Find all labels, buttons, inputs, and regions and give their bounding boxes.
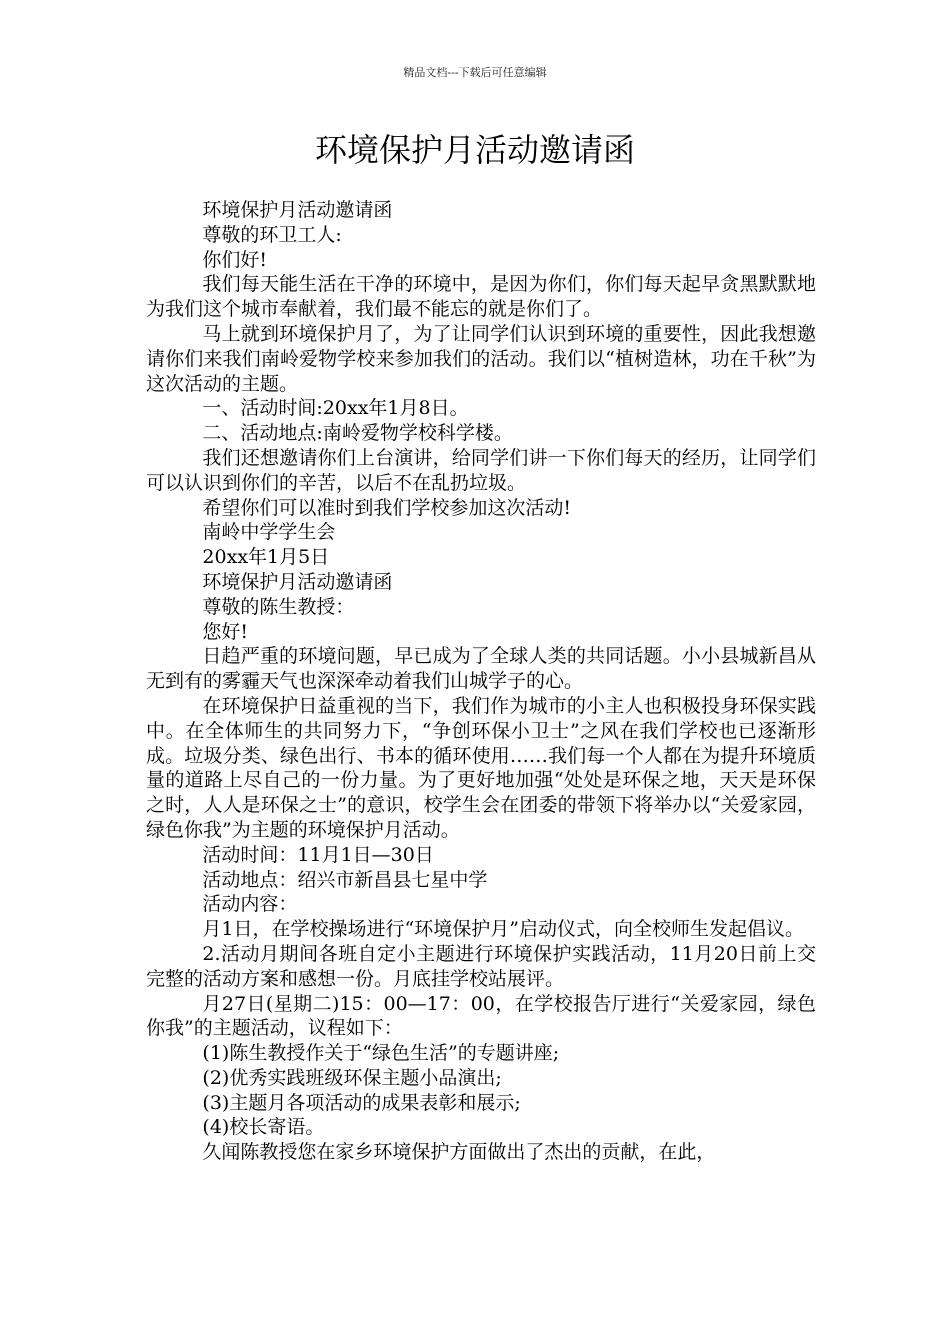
paragraph-10: 南岭中学学生会 (202, 521, 336, 544)
paragraph-27: 久闻陈教授您在家乡环境保护方面做出了杰出的贡献，在此， (202, 1141, 716, 1164)
paragraph-18: 活动地点：绍兴市新昌县七星中学 (202, 868, 488, 891)
paragraph-17: 活动时间：11月1日—30日 (202, 843, 434, 866)
paragraph-11: 20xx年1月5日 (202, 546, 330, 569)
paragraph-8: 我们还想邀请你们上台演讲，给同学们讲一下你们每天的经历，让同学们可以认识到你们的辛苦，以后不在乱扔垃圾。 (146, 446, 816, 494)
paragraph-7: 二、活动地点:南岭爱物学校科学楼。 (202, 422, 513, 445)
paragraph-9: 希望你们可以准时到我们学校参加这次活动! (202, 496, 572, 519)
paragraph-20: 月1日，在学校操场进行“环境保护月”启动仪式，向全校师生发起倡议。 (202, 918, 804, 941)
paragraph-19: 活动内容： (202, 893, 298, 916)
paragraph-21: 2.活动月期间各班自定小主题进行环境保护实践活动，11月20日前上交完整的活动方案和感想一份。月底挂学校站展评。 (146, 942, 816, 990)
paragraph-6: 一、活动时间:20xx年1月8日。 (202, 397, 469, 420)
document-title: 环境保护月活动邀请函 (314, 131, 635, 169)
paragraph-2: 尊敬的环卫工人: (202, 223, 342, 246)
paragraph-25: (3)主题月各项活动的成果表彰和展示; (202, 1091, 521, 1114)
page-header-note: 精品文档---下载后可任意编辑 (403, 66, 547, 79)
paragraph-23: (1)陈生教授作关于“绿色生活”的专题讲座; (202, 1042, 560, 1065)
paragraph-4: 我们每天能生活在干净的环境中，是因为你们，你们每天起早贪黑默默地为我们这个城市奉献着，我们最不能忘的就是你们了。 (146, 273, 816, 321)
paragraph-12: 环境保护月活动邀请函 (202, 570, 393, 593)
paragraph-26: (4)校长寄语。 (202, 1116, 325, 1139)
document-body (146, 198, 816, 1165)
paragraph-24: (2)优秀实践班级环保主题小品演出; (202, 1066, 502, 1089)
paragraph-15: 日趋严重的环境问题，早已成为了全球人类的共同话题。小小县城新昌从无到有的雾霾天气也深深牵动着我们山城学子的心。 (146, 645, 816, 693)
paragraph-22: 月27日(星期二)15：00—17：00，在学校报告厅进行“关爱家园，绿色你我”的主题活动，议程如下： (146, 992, 816, 1040)
paragraph-3: 你们好! (202, 248, 268, 271)
paragraph-14: 您好! (202, 620, 249, 643)
paragraph-5: 马上就到环境保护月了，为了让同学们认识到环境的重要性，因此我想邀请你们来我们南岭爱物学校来参加我们的活动。我们以“植树造林，功在千秋”为这次活动的主题。 (146, 322, 816, 395)
paragraph-16: 在环境保护日益重视的当下，我们作为城市的小主人也积极投身环保实践中。在全体师生的共同努力下，“争创环保小卫士”之风在我们学校也已逐渐形成。垃圾分类、绿色出行、书本的循环使用……我们每一个人都在为提升环境质量的道路上尽自己的一份力量。为了更好地加强“处处是环保之地，天天是环保之时，人人是环保之士”的意识，校学生会在团委的带领下将举办以“关爱家园，绿色你我”为主题的环境保护月活动。 (146, 694, 816, 841)
paragraph-13: 尊敬的陈生教授： (202, 595, 355, 618)
paragraph-1: 环境保护月活动邀请函 (202, 199, 393, 221)
